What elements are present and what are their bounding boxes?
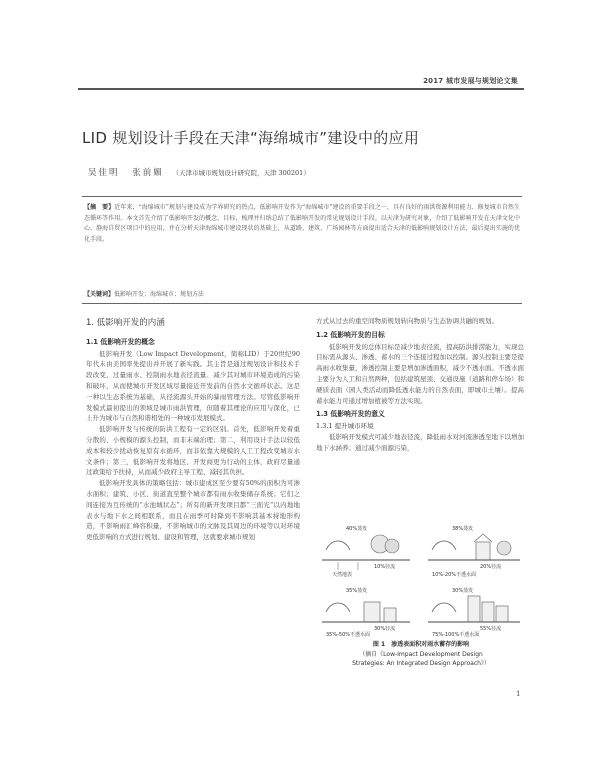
author-1: 吴佳明 bbox=[88, 168, 120, 178]
runoff-label: 55%径流 bbox=[480, 626, 502, 632]
surface-label: 10%-20%不透水面 bbox=[432, 572, 477, 578]
building-icon bbox=[364, 602, 380, 622]
journal-header: 2017 城市发展与规划论文集 bbox=[423, 77, 518, 85]
paragraph: 低影响开发具体的策略包括：城市建成区至少要有50%的面积为可渗水面积；建筑、小区、街道直至整个城市都有雨水收集储存系统；它们之间连接为互传统的“水池城状态”；所有的新开发项目都“三面光”以内地地表水与地下水之间相联系，而且在雨季可时降到不影响其基本持地形构造，不影响雨汇峰容积量，不影响城市的文脉及其周边的环境等以对环境更低影响的方式进行规划、建设和管理，这就要求城市规划 bbox=[86, 479, 300, 542]
section-1-2-heading: 1.2 低影响开发的目标 bbox=[316, 330, 385, 339]
figure-caption-title: 图 1 渗透表面积对雨水蓄存的影响 bbox=[372, 641, 470, 648]
evaporation-arrow bbox=[432, 541, 456, 550]
evaporation-label: 38%蒸发 bbox=[452, 526, 474, 532]
evaporation-arrow bbox=[326, 541, 350, 550]
roof-icon bbox=[474, 534, 492, 542]
building-icon bbox=[482, 602, 494, 622]
figure-1-diagram bbox=[318, 516, 524, 638]
tree-icon bbox=[497, 541, 511, 555]
tree-icon bbox=[385, 539, 399, 553]
paragraph: 低影响开发与传统的防洪工程有一定的区别。首先，低影响开发着重分散的、小规模的源头控制，而非末端治理；第二，利用设计手法以较低成本和较少扰动恢复原有水循环，而非依靠大规模的人工工程改变城市水文条件；第三，低影响开发将地区、开发商更为行动的主体，政府尽量通过政策给予扶持，从而减少政府主导工程、减轻其负担。 bbox=[86, 425, 300, 477]
house-icon bbox=[476, 542, 490, 560]
figure-panel bbox=[428, 587, 520, 638]
figure-panel bbox=[428, 525, 520, 578]
surface-label: 天然地表 bbox=[332, 572, 353, 578]
section-1-heading: 1. 低影响开发的内涵 bbox=[86, 318, 165, 328]
abstract-rule-bottom bbox=[82, 303, 522, 304]
keywords-label: 【关键词】 bbox=[84, 291, 115, 298]
author-line bbox=[88, 166, 310, 178]
building-icon bbox=[384, 608, 396, 622]
paper-title: LID 规划设计手段在天津“海绵城市”建设中的应用 bbox=[82, 129, 420, 147]
keywords-text: 低影响开发；海绵城市；规划方法 bbox=[114, 291, 205, 298]
figure-panel bbox=[322, 587, 410, 638]
header-rule bbox=[78, 88, 524, 90]
abstract-rule-top bbox=[82, 196, 522, 197]
figure-caption-source: （摘自《Low-Impact Development Design bbox=[359, 650, 483, 658]
evaporation-arrow bbox=[432, 603, 456, 612]
evaporation-arrow bbox=[326, 603, 350, 612]
surface-label: 75%-100%不透水面 bbox=[432, 632, 480, 638]
runoff-label: 10%径流 bbox=[374, 564, 396, 570]
figure-caption bbox=[318, 640, 524, 669]
paragraph: 低影响开发的总体目标是减少地表径流，提高防洪排涝能力，实现总目标需从源头、渗透、蓄水的三个连接过程加以控制。源头控制主要是提高雨水收集量，渗透控制主要是增加渗透面积，减少不透水面。不透水面主要分为人工和自然两种，包括建筑屋顶、交通设施（道路和停车场）和硬质表面（园人类活动而降低透水能力的自然表面，即城市土壤）。提高蓄水能力可通过增加植被等方法实现。 bbox=[316, 342, 524, 405]
infiltration-arrow bbox=[338, 562, 358, 570]
section-1-3-1-heading: 1.3.1 提升城市环境 bbox=[316, 422, 374, 431]
section-1-3-heading: 1.3 低影响开发的意义 bbox=[316, 410, 385, 419]
affiliation: （天津市城市规划设计研究院，天津 300201） bbox=[172, 169, 310, 177]
page-number: 1 bbox=[516, 690, 521, 698]
section-1-1-heading: 1.1 低影响开发的概念 bbox=[86, 337, 155, 346]
abstract-block bbox=[84, 203, 520, 245]
figure-caption-source: Strategies: An Integrated Design Approach》） bbox=[352, 660, 490, 668]
author-2: 张前媚 bbox=[132, 168, 164, 178]
figure-panel bbox=[322, 525, 410, 578]
abstract-text: 近年来，“海绵城市”规划与建设成为学界研究的热点，低影响开发作为“海绵城市”建设的重要手段之一，具有良好的雨洪资源利用能力、修复城市自然生态循环等作用。本文首先介绍了低影响开发的概念、目标，梳理并归纳总结了低影响开发的常见规划设计手段。以天津为研究对象，介绍了低影响开发在天津文化中心、静海自贸区项目中的应用，并在分析天津海绵城市建设现状的基础上，从道路、建筑、广场园林等方面提出适合天津的低影响规划设计方法，最后提出实施的优化手段。 bbox=[84, 204, 520, 243]
keywords-block bbox=[84, 289, 520, 298]
abstract-label: 【摘 要】 bbox=[84, 204, 115, 211]
left-column bbox=[86, 316, 300, 543]
evaporation-label: 30%蒸发 bbox=[452, 588, 474, 594]
runoff-label: 30%径流 bbox=[374, 626, 396, 632]
paragraph: 低影响开发模式可减少地表径流，降低雨水对河流渗透至地下以增加地下水涵养；通过减少面源污染， bbox=[316, 432, 524, 452]
evaporation-label: 35%蒸发 bbox=[346, 588, 368, 594]
runoff-label: 20%径流 bbox=[480, 564, 502, 570]
building-icon bbox=[496, 606, 508, 622]
building-icon bbox=[468, 596, 480, 622]
surface-label: 35%-50%不透水面 bbox=[326, 632, 371, 638]
paragraph: 低影响开发（Low Impact Development，简称LID）于20世纪90年代末由美国率先提出并开展了新实践。其主旨是通过规划设计和技术手段改变、过量雨水、控制雨水地表径流量、减少其对城市环境造成的污染和破坏，从而使城市开发区域尽量接近开发前的自然水文循环状态。这是一种以生态系统为基础，从径流源头开始的暴雨管理方法。尽管低影响开发模式最初提出的领域是城市雨洪管理，但随着其理论的应用与深化，已上升为城市与自然和谐相处的一种城市发展模式。 bbox=[86, 349, 300, 423]
right-column bbox=[316, 316, 524, 454]
evaporation-label: 40%蒸发 bbox=[346, 526, 368, 532]
paragraph: 方式从过去的重空间物质规划转向物质与生态协调共融的规划。 bbox=[316, 317, 498, 325]
